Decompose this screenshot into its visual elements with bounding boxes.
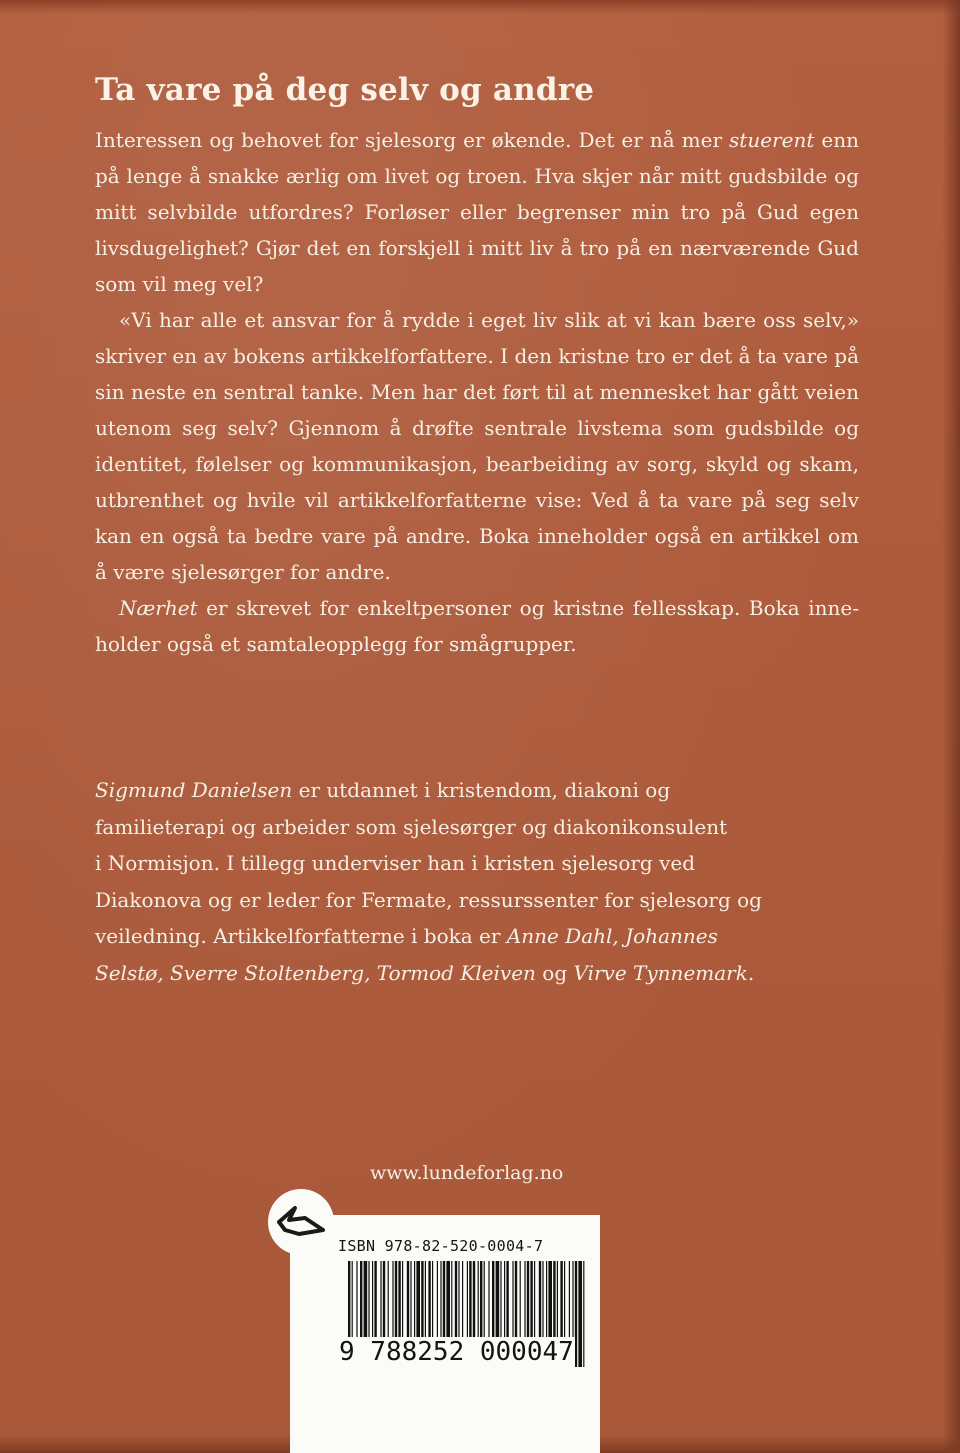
blurb-paragraph-2: «Vi har alle et ansvar for å rydde i eget liv slik at vi kan bære oss selv,» skriver en av bokens artikkelforfattere. I den kristne tro er det å ta vare på sin neste en sentral tanke. Men har det ført til at mennesket har gått veien utenom seg selv? Gjennom å drøfte sentrale livstema som gudsbilde og identitet, følelser og kommunikasjon, bearbeiding av sorg, skyld og skam, utbrenthet og hvile vil artikkelforfatterne vise: Ved å ta vare på seg selv kan en også ta bedre vare på andre. Boka inneholder også en artikkel om å være sjelesørger for andre.	[95, 308, 859, 584]
cover-edge-top	[0, 0, 960, 14]
publisher-website: www.lundeforlag.no	[370, 1162, 564, 1184]
blurb-paragraph-1: Interessen og behovet for sjelesorg er økende. Det er nå mer stuerent enn på lenge å snakke ærlig om livet og troen. Hva skjer når mitt gudsbilde og mitt selvbilde utfordres? Forløser eller begrenser min tro på Gud egen livsdugelighet? Gjør det en forskjell i mitt liv å tro på en nærværende Gud som vil meg vel?	[95, 128, 859, 296]
isbn-text: ISBN 978-82-520-0004-7	[338, 1237, 544, 1255]
author-bio: Sigmund Danielsen er utdannet i kristendom, diakoni og familieterapi og arbeider som sjelesørger og diakonikonsulent i Normisjon. I tillegg underviser han i kristen sjelesorg ved Diakonova og er leder for Fermate, ressurssenter for sjelesorg og veiledning. Artikkelforfatterne i boka er Anne Dahl, Johannes Selstø, Sverre Stoltenberg, Tormod Kleiven og Virve Tynnemark.	[95, 778, 762, 985]
cover-title: Ta vare på deg selv og andre	[95, 72, 595, 108]
blurb-paragraph-3: Nærhet er skrevet for enkeltpersoner og kristne fellesskap. Boka inneholder også et samtaleopplegg for smågrupper.	[95, 596, 859, 656]
ean-number: 9 788252 000047	[339, 1337, 574, 1367]
publisher-logo-icon	[265, 1186, 337, 1258]
cover-edge-right	[942, 0, 960, 1453]
blurb-text	[95, 122, 859, 662]
author-name: Sigmund Danielsen	[95, 778, 293, 802]
